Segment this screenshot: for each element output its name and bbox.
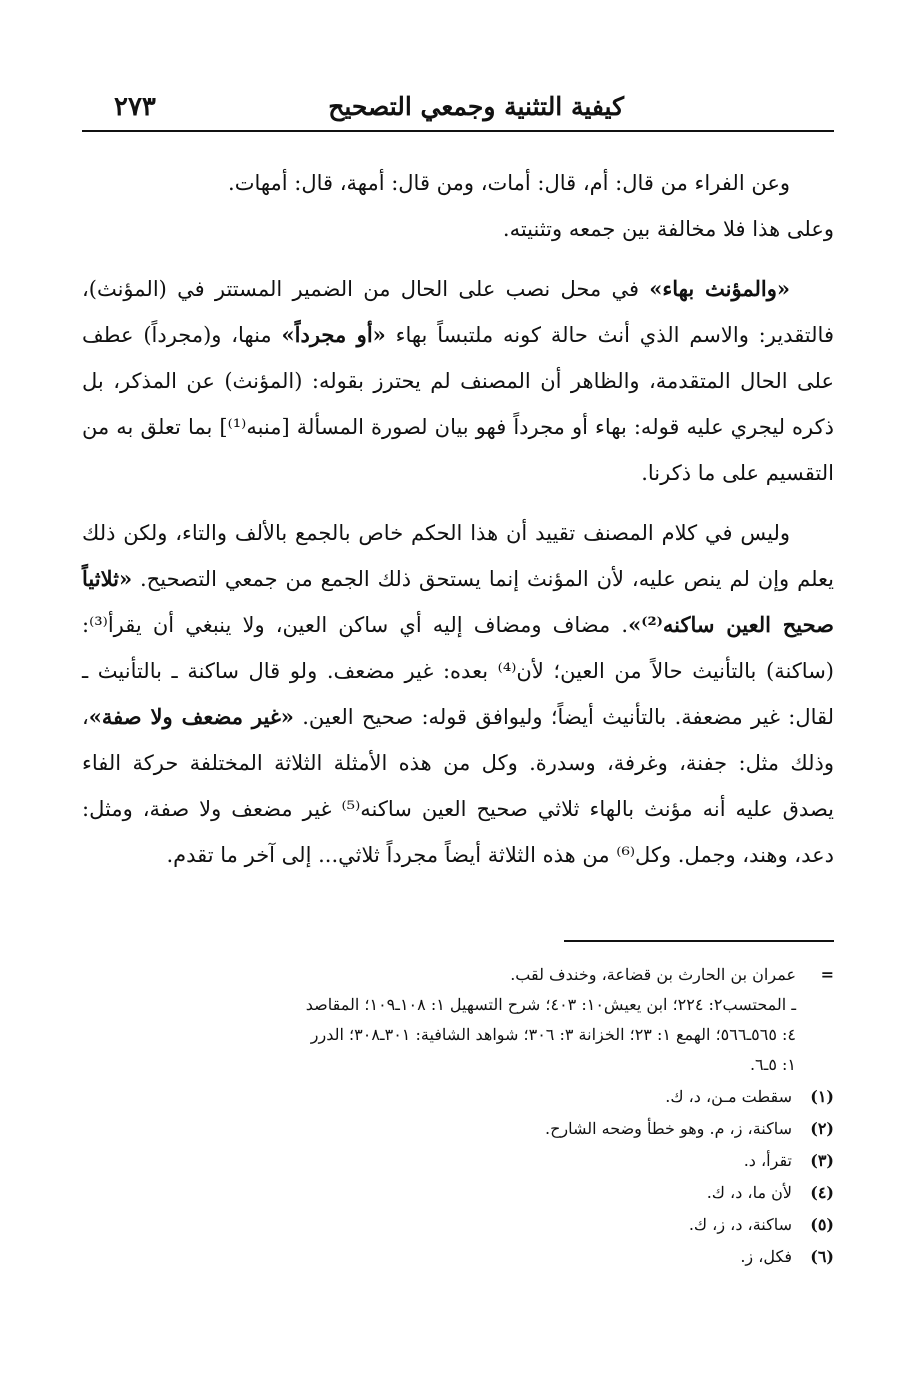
footnote-text: ساكنة، د، ز، ك. [688, 1215, 792, 1234]
paragraph-1-line-1: وعن الفراء من قال: أم، قال: أمات، ومن قال: أمهة، قال: أمهات. [228, 171, 790, 195]
page-number: ٢٧٣ [114, 92, 156, 122]
footnote-number: (٦) [810, 1247, 834, 1266]
paragraph-3-text-1: وليس في كلام المصنف تقييد أن هذا الحكم خاص بالجمع بالألف والتاء، ولكن ذلك يعلم وإن لم ينص عليه، لأن المؤنث إنما يستحق ذلك الجمع من جمعي التصحيح. [82, 521, 834, 591]
footnote-continuation [82, 960, 834, 1080]
footnote-number: (٥) [810, 1215, 834, 1234]
paragraph-2 [82, 266, 834, 496]
footnote-number: (٣) [810, 1151, 834, 1170]
footnote-text: لأن ما، د، ك. [706, 1183, 792, 1202]
footnote-text: تقرأ، د. [743, 1151, 792, 1170]
continuation-line: عمران بن الحارث بن قضاعة، وخندف لقب. [510, 965, 796, 984]
footnote-text: فكل، ز. [740, 1247, 792, 1266]
footnotes [82, 960, 834, 1272]
footnote-item [82, 1242, 834, 1272]
paragraph-1 [82, 160, 834, 252]
continuation-mark: = [820, 965, 834, 984]
footnote-item [82, 1146, 834, 1176]
quoted-matn-2: «أو مجرداً» [281, 322, 386, 347]
footnote-number: (٢) [810, 1119, 834, 1138]
quoted-matn-3: «ثلاثياً صحيح العين ساكنه⁽²⁾» [82, 566, 834, 637]
footnote-item [82, 1114, 834, 1144]
footnote-item [82, 1082, 834, 1112]
continuation-line: ٤: ٥٦٥ـ٥٦٦؛ الهمع ١: ٢٣؛ الخزانة ٣: ٣٠٦؛ شواهد الشافية: ٣٠١ـ٣٠٨؛ الدرر [310, 1025, 796, 1044]
page-header [82, 92, 834, 132]
footnote-text: ساكنة، ز، م. وهو خطأ وضحه الشارح. [544, 1119, 792, 1138]
footnote-number: (٤) [810, 1183, 834, 1202]
quoted-matn-1: «والمؤنث بهاء» [649, 276, 790, 301]
footnote-number: (١) [810, 1087, 834, 1106]
continuation-line: ١: ٥ـ٦. [749, 1055, 796, 1074]
running-title: كيفية التثنية وجمعي التصحيح [328, 92, 624, 121]
footnote-text: سقطت مـن، د، ك. [665, 1087, 792, 1106]
paragraph-1-line-2: وعلى هذا فلا مخالفة بين جمعه وتثنيته. [502, 217, 834, 241]
footnote-item [82, 1210, 834, 1240]
continuation-line: ـ المحتسب٢: ٢٢٤؛ ابن يعيش١٠: ٤٠٣؛ شرح التسهيل ١: ١٠٨ـ١٠٩؛ المقاصد [305, 995, 796, 1014]
paragraph-3 [82, 510, 834, 878]
footnote-item [82, 1178, 834, 1208]
paragraph-3-text-3: ، وذلك مثل: جفنة، وغرفة، وسدرة. وكل من هذه الأمثلة الثلاثة المختلفة حركة الفاء يصدق عليه أنه مؤنث بالهاء ثلاثي صحيح العين ساكنه⁽⁵⁾ غير مضعف ولا صفة، ومثل: دعد، وهند، وجمل. وكل⁽⁶⁾ من هذه الثلاثة أيضاً مجرداً ثلاثي... إلى آخر ما تقدم. [82, 705, 834, 867]
main-text [82, 160, 834, 892]
paragraph-2-text-2: منها، و(مجرداً) عطف على الحال المتقدمة، والظاهر أن المصنف لم يحترز بقوله: (المؤنث) عن المذكر، بل ذكره ليجري عليه قوله: بهاء أو مجرداً فهو بيان لصورة المسألة [منبه⁽¹⁾] بما تعلق به من التقسيم على ما ذكرنا. [82, 323, 834, 485]
paragraph-3-text-2: . مضاف ومضاف إليه أي ساكن العين، ولا ينبغي أن يقرأ⁽³⁾: (ساكنة) بالتأنيث حالاً من العين؛ لأن⁽⁴⁾ بعده: غير مضعف. ولو قال ساكنة ـ بالتأنيث ـ لقال: غير مضعفة. بالتأنيث أيضاً؛ وليوافق قوله: صحيح العين. [82, 613, 834, 729]
quoted-matn-4: «غير مضعف ولا صفة» [88, 704, 294, 729]
paragraph-2-text-1: في محل نصب على الحال من الضمير المستتر في (المؤنث)، فالتقدير: والاسم الذي أنث حالة كونه ملتبساً بهاء [82, 277, 834, 347]
footnote-separator [564, 940, 834, 942]
